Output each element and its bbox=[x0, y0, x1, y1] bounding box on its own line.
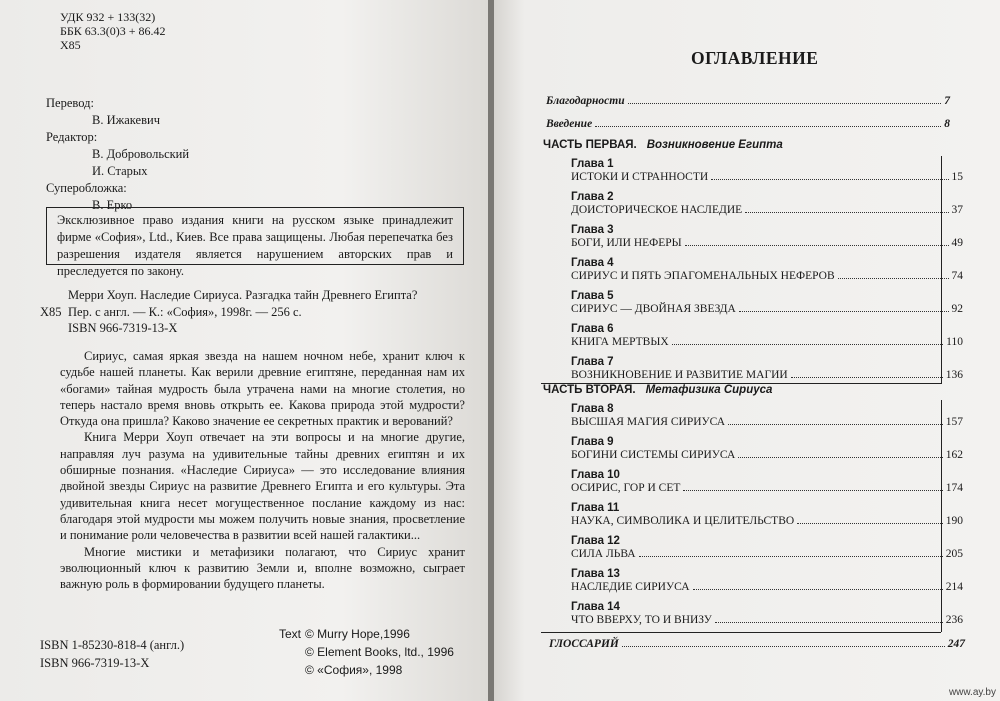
translator-name: В. Ижакевич bbox=[92, 113, 160, 127]
editor-label: Редактор: bbox=[46, 130, 98, 144]
credits bbox=[46, 95, 189, 214]
toc-entry-chapter bbox=[571, 336, 963, 348]
toc-leader-dots bbox=[791, 377, 943, 378]
classification-codes bbox=[60, 10, 166, 52]
toc-entry-page: 205 bbox=[945, 548, 963, 560]
toc-entry-title: Благодарности bbox=[546, 95, 625, 107]
toc-entry-page: 8 bbox=[944, 118, 950, 130]
annotation-paragraph: Сириус, самая яркая звезда на нашем ночном небе, хранит ключ к судьбе нашей планеты. Как верили древние египтяне, переданная нам их «богами» тайная мудрость была утрачена нами на многие столетия, но теперь настало время вновь открыть ее. Какова природа этой мудрости? Откуда она пришла? Каково значение ее секретных практик и верований? bbox=[60, 349, 465, 429]
part-subtitle: Метафизика Сириуса bbox=[645, 384, 773, 396]
copyright-lines bbox=[279, 625, 454, 679]
toc-frame-line bbox=[941, 156, 942, 384]
annotation-paragraph: Многие мистики и метафизики полагают, что Сириус хранит эволюционный ключ к развитию Земли и, вполне возможно, сыграет важную роль в формировании будущего планеты. bbox=[60, 544, 465, 592]
chapter-label: Глава 5 bbox=[571, 290, 614, 302]
toc-entry-chapter bbox=[571, 303, 963, 315]
toc-entry-page: 247 bbox=[947, 638, 965, 650]
cover-label: Суперобложка: bbox=[46, 181, 127, 195]
toc-entry-title: ГЛОССАРИЙ bbox=[549, 638, 619, 650]
toc-leader-dots bbox=[715, 622, 943, 623]
chapter-label: Глава 9 bbox=[571, 436, 614, 448]
isbn-russian: ISBN 966-7319-13-X bbox=[40, 656, 150, 670]
chapter-label: Глава 10 bbox=[571, 469, 620, 481]
toc-entry-page: 37 bbox=[951, 204, 963, 216]
toc-leader-dots bbox=[838, 278, 949, 279]
toc-leader-dots bbox=[683, 490, 942, 491]
toc-entry-page: 7 bbox=[944, 95, 950, 107]
toc-leader-dots bbox=[711, 179, 948, 180]
author-code: Х85 bbox=[60, 38, 81, 52]
toc-entry-chapter bbox=[571, 548, 963, 560]
toc-entry-page: 236 bbox=[945, 614, 963, 626]
toc-entry-title: КНИГА МЕРТВЫХ bbox=[571, 336, 669, 348]
toc-entry-chapter bbox=[571, 581, 963, 593]
toc-entry-page: 162 bbox=[945, 449, 963, 461]
toc-entry-title: ЧТО ВВЕРХУ, ТО И ВНИЗУ bbox=[571, 614, 712, 626]
toc-entry-chapter bbox=[571, 369, 963, 381]
isbn-list bbox=[40, 636, 184, 672]
toc-entry-title: ВЫСШАЯ МАГИЯ СИРИУСА bbox=[571, 416, 726, 428]
biblio-isbn-line: ISBN 966-7319-13-X bbox=[68, 321, 178, 335]
editor-name-1: В. Добровольский bbox=[92, 147, 190, 161]
left-page bbox=[0, 0, 489, 701]
toc-entry-page: 136 bbox=[945, 369, 963, 381]
biblio-code: Х85 bbox=[40, 304, 62, 319]
toc-entry-chapter bbox=[571, 482, 963, 494]
toc-entry-title: НАУКА, СИМВОЛИКА И ЦЕЛИТЕЛЬСТВО bbox=[571, 515, 795, 527]
toc-entry-title: ОСИРИС, ГОР И СЕТ bbox=[571, 482, 681, 494]
toc-frame-line bbox=[541, 383, 941, 384]
toc-leader-dots bbox=[693, 589, 943, 590]
copyright-line: © «София», 1998 bbox=[305, 663, 403, 677]
udk-code: УДК 932 + 133(32) bbox=[60, 10, 156, 24]
toc-entry-acknowledgements bbox=[546, 95, 950, 107]
toc-entry-chapter bbox=[571, 614, 963, 626]
chapter-label: Глава 2 bbox=[571, 191, 614, 203]
part-one-heading bbox=[543, 139, 783, 151]
toc-frame-line bbox=[941, 400, 942, 632]
toc-entry-chapter bbox=[571, 237, 963, 249]
toc-entry-title: БОГИНИ СИСТЕМЫ СИРИУСА bbox=[571, 449, 736, 461]
toc-entry-title: Введение bbox=[546, 118, 593, 130]
bibliographic-record bbox=[40, 287, 417, 337]
watermark: www.ay.by bbox=[948, 687, 996, 698]
copyright-line: © Murry Hope,1996 bbox=[305, 627, 410, 641]
toc-entry-page: 110 bbox=[946, 336, 963, 348]
copyright-notice-text: Эксклюзивное право издания книги на русском языке принадлежит фирме «София», Ltd., Киев. Все права защищены. Любая перепечатка без разрешения издателя является нарушением авторских прав и преследуется по закону. bbox=[57, 213, 453, 278]
toc-entry-page: 214 bbox=[945, 581, 963, 593]
chapter-label: Глава 1 bbox=[571, 158, 614, 170]
biblio-publication-line: Пер. с англ. — К.: «София», 1998г. — 256 с. bbox=[68, 304, 302, 319]
toc-entry-glossary bbox=[549, 638, 965, 650]
toc-entry-title: СИЛА ЛЬВА bbox=[571, 548, 636, 560]
toc-entry-title: СИРИУС И ПЯТЬ ЭПАГОМЕНАЛЬНЫХ НЕФЕРОВ bbox=[571, 270, 835, 282]
toc-entry-title: ИСТОКИ И СТРАННОСТИ bbox=[571, 171, 709, 183]
toc-entry-chapter bbox=[571, 449, 963, 461]
toc-leader-dots bbox=[797, 523, 943, 524]
toc-entry-title: ВОЗНИКНОВЕНИЕ И РАЗВИТИЕ МАГИИ bbox=[571, 369, 788, 381]
toc-entry-page: 74 bbox=[951, 270, 963, 282]
toc-entry-chapter bbox=[571, 204, 963, 216]
chapter-label: Глава 14 bbox=[571, 601, 620, 613]
editor-name-2: И. Старых bbox=[92, 164, 148, 178]
toc-entry-page: 190 bbox=[945, 515, 963, 527]
toc-frame-line bbox=[541, 632, 941, 633]
toc-entry-chapter bbox=[571, 270, 963, 282]
chapter-label: Глава 6 bbox=[571, 323, 614, 335]
copyright-line: © Element Books, ltd., 1996 bbox=[305, 645, 454, 659]
toc-entry-title: СИРИУС — ДВОЙНАЯ ЗВЕЗДА bbox=[571, 303, 736, 315]
toc-entry-chapter bbox=[571, 171, 963, 183]
toc-entry-introduction bbox=[546, 118, 950, 130]
chapter-label: Глава 7 bbox=[571, 356, 614, 368]
toc-leader-dots bbox=[738, 457, 942, 458]
toc-entry-page: 92 bbox=[951, 303, 963, 315]
chapter-label: Глава 12 bbox=[571, 535, 620, 547]
toc-leader-dots bbox=[672, 344, 944, 345]
cover-artist-name: В. Ерко bbox=[92, 198, 133, 212]
chapter-label: Глава 13 bbox=[571, 568, 620, 580]
copyright-label: Text bbox=[279, 627, 302, 641]
toc-leader-dots bbox=[628, 103, 942, 104]
toc-entry-page: 49 bbox=[951, 237, 963, 249]
toc-leader-dots bbox=[739, 311, 949, 312]
toc-entry-chapter bbox=[571, 416, 963, 428]
chapter-label: Глава 11 bbox=[571, 502, 620, 514]
toc-entry-page: 174 bbox=[945, 482, 963, 494]
toc-title: ОГЛАВЛЕНИЕ bbox=[691, 48, 819, 68]
toc-entry-title: БОГИ, ИЛИ НЕФЕРЫ bbox=[571, 237, 682, 249]
toc-entry-title: НАСЛЕДИЕ СИРИУСА bbox=[571, 581, 690, 593]
chapter-label: Глава 4 bbox=[571, 257, 614, 269]
toc-leader-dots bbox=[622, 646, 945, 647]
toc-entry-chapter bbox=[571, 515, 963, 527]
isbn-english: ISBN 1-85230-818-4 (англ.) bbox=[40, 638, 185, 652]
toc-entry-page: 157 bbox=[945, 416, 963, 428]
part-subtitle: Возникновение Египта bbox=[646, 139, 783, 151]
bbk-code: ББК 63.3(0)3 + 86.42 bbox=[60, 24, 166, 38]
toc-entry-title: ДОИСТОРИЧЕСКОЕ НАСЛЕДИЕ bbox=[571, 204, 743, 216]
toc-leader-dots bbox=[745, 212, 948, 213]
toc-leader-dots bbox=[728, 424, 943, 425]
part-label: ЧАСТЬ ВТОРАЯ. bbox=[543, 384, 636, 396]
part-label: ЧАСТЬ ПЕРВАЯ. bbox=[543, 139, 637, 151]
toc-entry-page: 15 bbox=[951, 171, 963, 183]
chapter-label: Глава 8 bbox=[571, 403, 614, 415]
toc-leader-dots bbox=[639, 556, 943, 557]
part-two-heading bbox=[543, 384, 772, 396]
chapter-label: Глава 3 bbox=[571, 224, 614, 236]
annotation-paragraph: Книга Мерри Хоуп отвечает на эти вопросы и на многие другие, направляя луч разума на удивительные тайны древних египтян и их обширные познания. «Наследие Сириуса» — это исследование влияния двойной звезды Сириус на развитие Древнего Египта и его культуры. Эта удивительная книга несет могущественное послание каждому из нас: благодаря этой мудрости мы можем получить новые знания, просветление и понимание роли человечества в развитии всей нашей галактики... bbox=[60, 430, 465, 543]
toc-leader-dots bbox=[595, 126, 941, 127]
translation-label: Перевод: bbox=[46, 96, 94, 110]
annotation bbox=[60, 348, 465, 592]
copyright-notice-box bbox=[46, 207, 464, 278]
toc-leader-dots bbox=[685, 245, 949, 246]
biblio-title-line: Мерри Хоуп. Наследие Сириуса. Разгадка тайн Древнего Египта? bbox=[68, 288, 418, 302]
